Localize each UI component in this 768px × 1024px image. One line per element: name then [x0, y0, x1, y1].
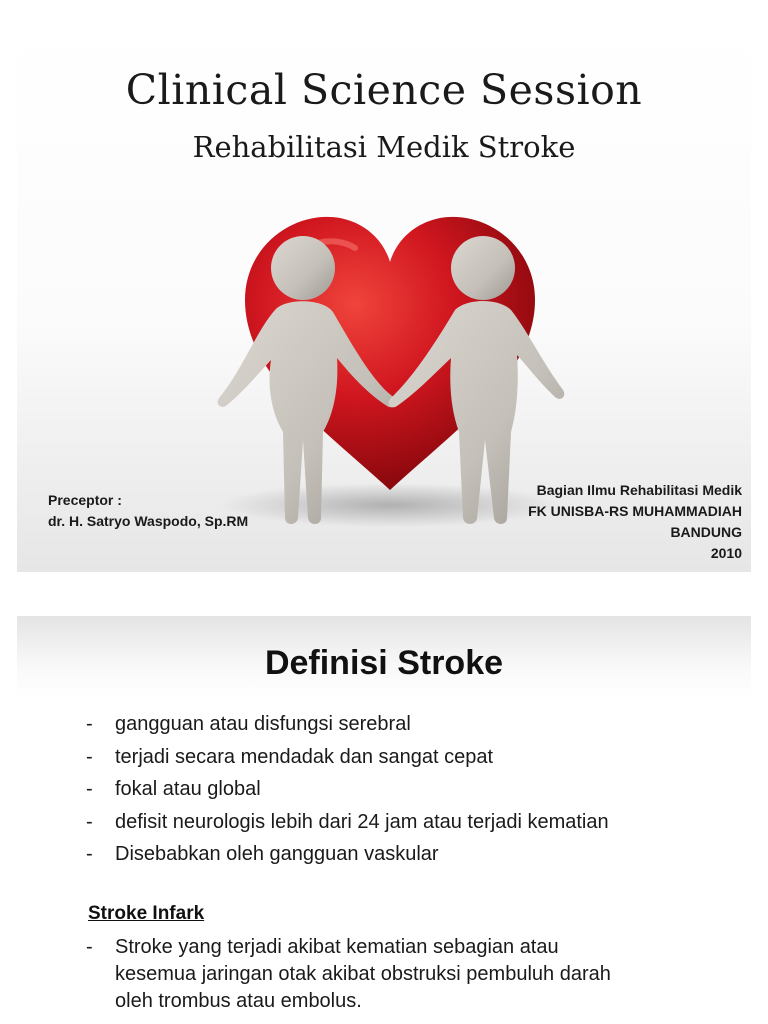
- list-item: [86, 838, 726, 871]
- list-item-text: terjadi secara mendadak dan sangat cepat: [115, 745, 494, 768]
- bullet-dash: -: [86, 936, 93, 958]
- definition-slide: [17, 616, 751, 1024]
- slide-subtitle: Rehabilitasi Medik Stroke: [192, 130, 576, 164]
- section-heading: Stroke Infark: [88, 903, 205, 924]
- bullet-dash: -: [86, 810, 93, 833]
- bullet-dash: -: [86, 745, 93, 768]
- slide-heading: Definisi Stroke: [264, 644, 504, 682]
- section-item: [86, 934, 706, 1015]
- list-item-text: Disebabkan oleh gangguan vaskular: [115, 843, 439, 865]
- city-line: BANDUNG: [670, 524, 742, 540]
- slide-title: Clinical Science Session: [125, 66, 643, 114]
- preceptor-label: Preceptor :: [48, 492, 122, 508]
- institution-line: FK UNISBA-RS MUHAMMADIAH: [528, 503, 742, 519]
- preceptor-block: [48, 490, 248, 532]
- section-line: Stroke yang terjadi akibat kematian sebagian atau: [115, 936, 559, 958]
- list-item: [86, 741, 726, 774]
- title-slide: [17, 22, 751, 572]
- next-illustration-peek: [77, 1018, 217, 1024]
- year-line: 2010: [710, 545, 742, 561]
- section-line: kesemua jaringan otak akibat obstruksi pembuluh darah: [115, 963, 611, 985]
- list-item-text: fokal atau global: [115, 778, 261, 800]
- list-item: [86, 806, 726, 839]
- section-body: [86, 934, 706, 1015]
- heart-with-figures-illustration: [205, 200, 575, 540]
- list-item: [86, 708, 726, 741]
- department-block: [528, 480, 742, 564]
- section-line: oleh trombus atau embolus.: [115, 990, 362, 1012]
- preceptor-name: dr. H. Satryo Waspodo, Sp.RM: [48, 513, 249, 529]
- bullet-dash: -: [86, 843, 93, 865]
- definition-list: [86, 708, 726, 871]
- list-item-text: gangguan atau disfungsi serebral: [115, 713, 411, 735]
- department-line: Bagian Ilmu Rehabilitasi Medik: [536, 482, 742, 498]
- list-item: [86, 773, 726, 806]
- bullet-dash: -: [86, 713, 93, 735]
- bullet-dash: -: [86, 778, 93, 800]
- list-item-text: defisit neurologis lebih dari 24 jam atau terjadi kematian: [115, 810, 609, 833]
